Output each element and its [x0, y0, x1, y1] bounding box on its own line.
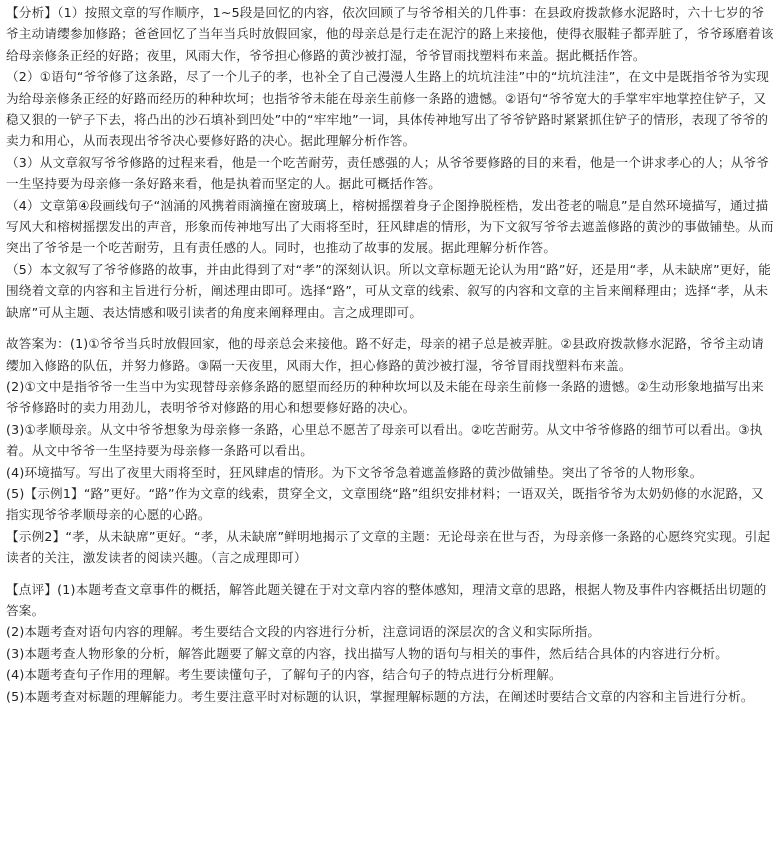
comment-paragraph-3: (3)本题考查人物形象的分析，解答此题要了解文章的内容，找出描写人物的语句与相关的事件，然后结合具体的内容进行分析。: [6, 645, 729, 661]
answer-paragraph-3: (3)①孝顺母亲。从文中爷爷想象为母亲修一条路，心里总不愿苦了母亲可以看出。②吃苦耐劳。从文中爷爷修路的细节可以看出。③执着。从文中爷爷一生坚持要为母亲修一条路可以看出。: [6, 421, 763, 459]
section-divider: [6, 569, 776, 579]
comment-paragraph-2: (2)本题考查对语句内容的理解。考生要结合文段的内容进行分析，注意词语的深层次的含义和实际所指。: [6, 624, 601, 640]
analysis-paragraph-3: （3）从文章叙写爷爷修路的过程来看，他是一个吃苦耐劳，责任感强的人；从爷爷要修路的目的来看，他是一个讲求孝心的人；从爷爷一生坚持要为母亲修一条好路来看，他是执着而坚定的人。据此可概括作答。: [6, 154, 770, 192]
comment-paragraph-4: (4)本题考查句子作用的理解。考生要读懂句子，了解句子的内容，结合句子的特点进行分析理解。: [6, 667, 562, 683]
analysis-section: [6, 2, 776, 323]
answer-paragraph-1: 故答案为：(1)①爷爷当兵时放假回家，他的母亲总会来接他。路不好走，母亲的裙子总是被弄脏。②县政府拨款修水泥路，爷爷主动请缨加入修路的队伍，并努力修路。③隔一天夜里，风雨大作，担心修路的黄沙被打湿，爷爷冒雨找塑料布来盖。: [6, 336, 764, 373]
analysis-paragraph-1: 【分析】（1）按照文章的写作顺序，1~5段是回忆的内容，依次回顾了与爷爷相关的几件事：在县政府拨款修水泥路时，六十七岁的爷爷主动请缨参加修路；爸爸回忆了当年当兵时放假回家，他的母亲总是行走在泥泞的路上来接他，使得衣服鞋子都弄脏了，爷爷琢磨着该给母亲修条正经的好路；夜里，风雨大作，爷爷担心修路的黄沙被打湿，爷爷冒雨找塑料布来盖。据此概括作答。: [6, 5, 774, 63]
answer-paragraph-6: 【示例2】“孝，从未缺席”更好。“孝，从未缺席”鲜明地揭示了文章的主题：无论母亲在世与否，为母亲修一条路的心愿终究实现。引起读者的关注，激发读者的阅读兴趣。（言之成理即可）: [6, 528, 771, 566]
comment-section: [6, 579, 776, 707]
section-divider: [6, 323, 776, 333]
analysis-paragraph-4: （4）文章第④段画线句子“汹涌的风携着雨滴撞在窗玻璃上，榕树摇摆着身子企图挣脱桎梏，发出苍老的喘息”是自然环境描写，通过描写风大和榕树摇摆发出的声音，形象而传神地写出了大雨将至时，狂风肆虐的情形，为下文叙写爷爷去遮盖修路的黄沙的事做铺垫。从而突出了爷爷是一个吃苦耐劳，且有责任感的人。同时，也推动了故事的发展。据此理解分析作答。: [6, 197, 774, 256]
comment-paragraph-5: (5)本题考查对标题的理解能力。考生要注意平时对标题的认识，掌握理解标题的方法，在阐述时要结合文章的内容和主旨进行分析。: [6, 688, 754, 704]
analysis-paragraph-2: （2）①语句“爷爷修了这条路，尽了一个儿子的孝，也补全了自己漫漫人生路上的坑坑洼洼”中的“坑坑洼洼”，在文中是既指爷爷为实现为给母亲修条正经的好路而经历的种种坎坷；也指爷爷未能在母亲生前修一条路的遗憾。②语句“爷爷宽大的手掌牢牢地掌控住铲子，又稳又狠的一铲子下去，将凸出的沙石填补到凹处”中的“牢牢地”一词，具体传神地写出了爷爷铲路时紧紧抓住铲子的情形，表现了爷爷的卖力和用心，从而表现出爷爷决心要修好路的决心。据此理解分析作答。: [6, 69, 770, 149]
analysis-paragraph-5: （5）本文叙写了爷爷修路的故事，并由此得到了对“孝”的深刻认识。所以文章标题无论认为用“路”好，还是用“孝，从未缺席”更好，能围绕着文章的内容和主旨进行分析，阐述理由即可。选择“路”，可从文章的线索、叙写的内容和文章的主旨来阐释理由；选择“孝，从未缺席”可从主题、表达情感和吸引读者的角度来阐释理由。言之成理即可。: [6, 261, 772, 320]
answer-paragraph-5: (5)【示例1】“路”更好。“路”作为文章的线索，贯穿全文，文章围绕“路”组织安排材料；一语双关，既指爷爷为太奶奶修的水泥路，又指实现爷爷孝顺母亲的心愿的心路。: [6, 485, 764, 523]
answer-paragraph-4: (4)环境描写。写出了夜里大雨将至时，狂风肆虐的情形。为下文爷爷急着遮盖修路的黄沙做铺垫。突出了爷爷的人物形象。: [6, 464, 703, 480]
answer-paragraph-2: (2)①文中是指爷爷一生当中为实现替母亲修条路的愿望而经历的种种坎坷以及未能在母亲生前修一条路的遗憾。②生动形象地描写出来爷爷修路时的卖力用劲儿，表明爷爷对修路的用心和想要修好路的决心。: [6, 378, 764, 416]
answer-section: [6, 333, 776, 568]
comment-paragraph-1: 【点评】(1)本题考查文章事件的概括，解答此题关键在于对文章内容的整体感知，理清文章的思路，根据人物及事件内容概括出切题的答案。: [6, 581, 767, 618]
